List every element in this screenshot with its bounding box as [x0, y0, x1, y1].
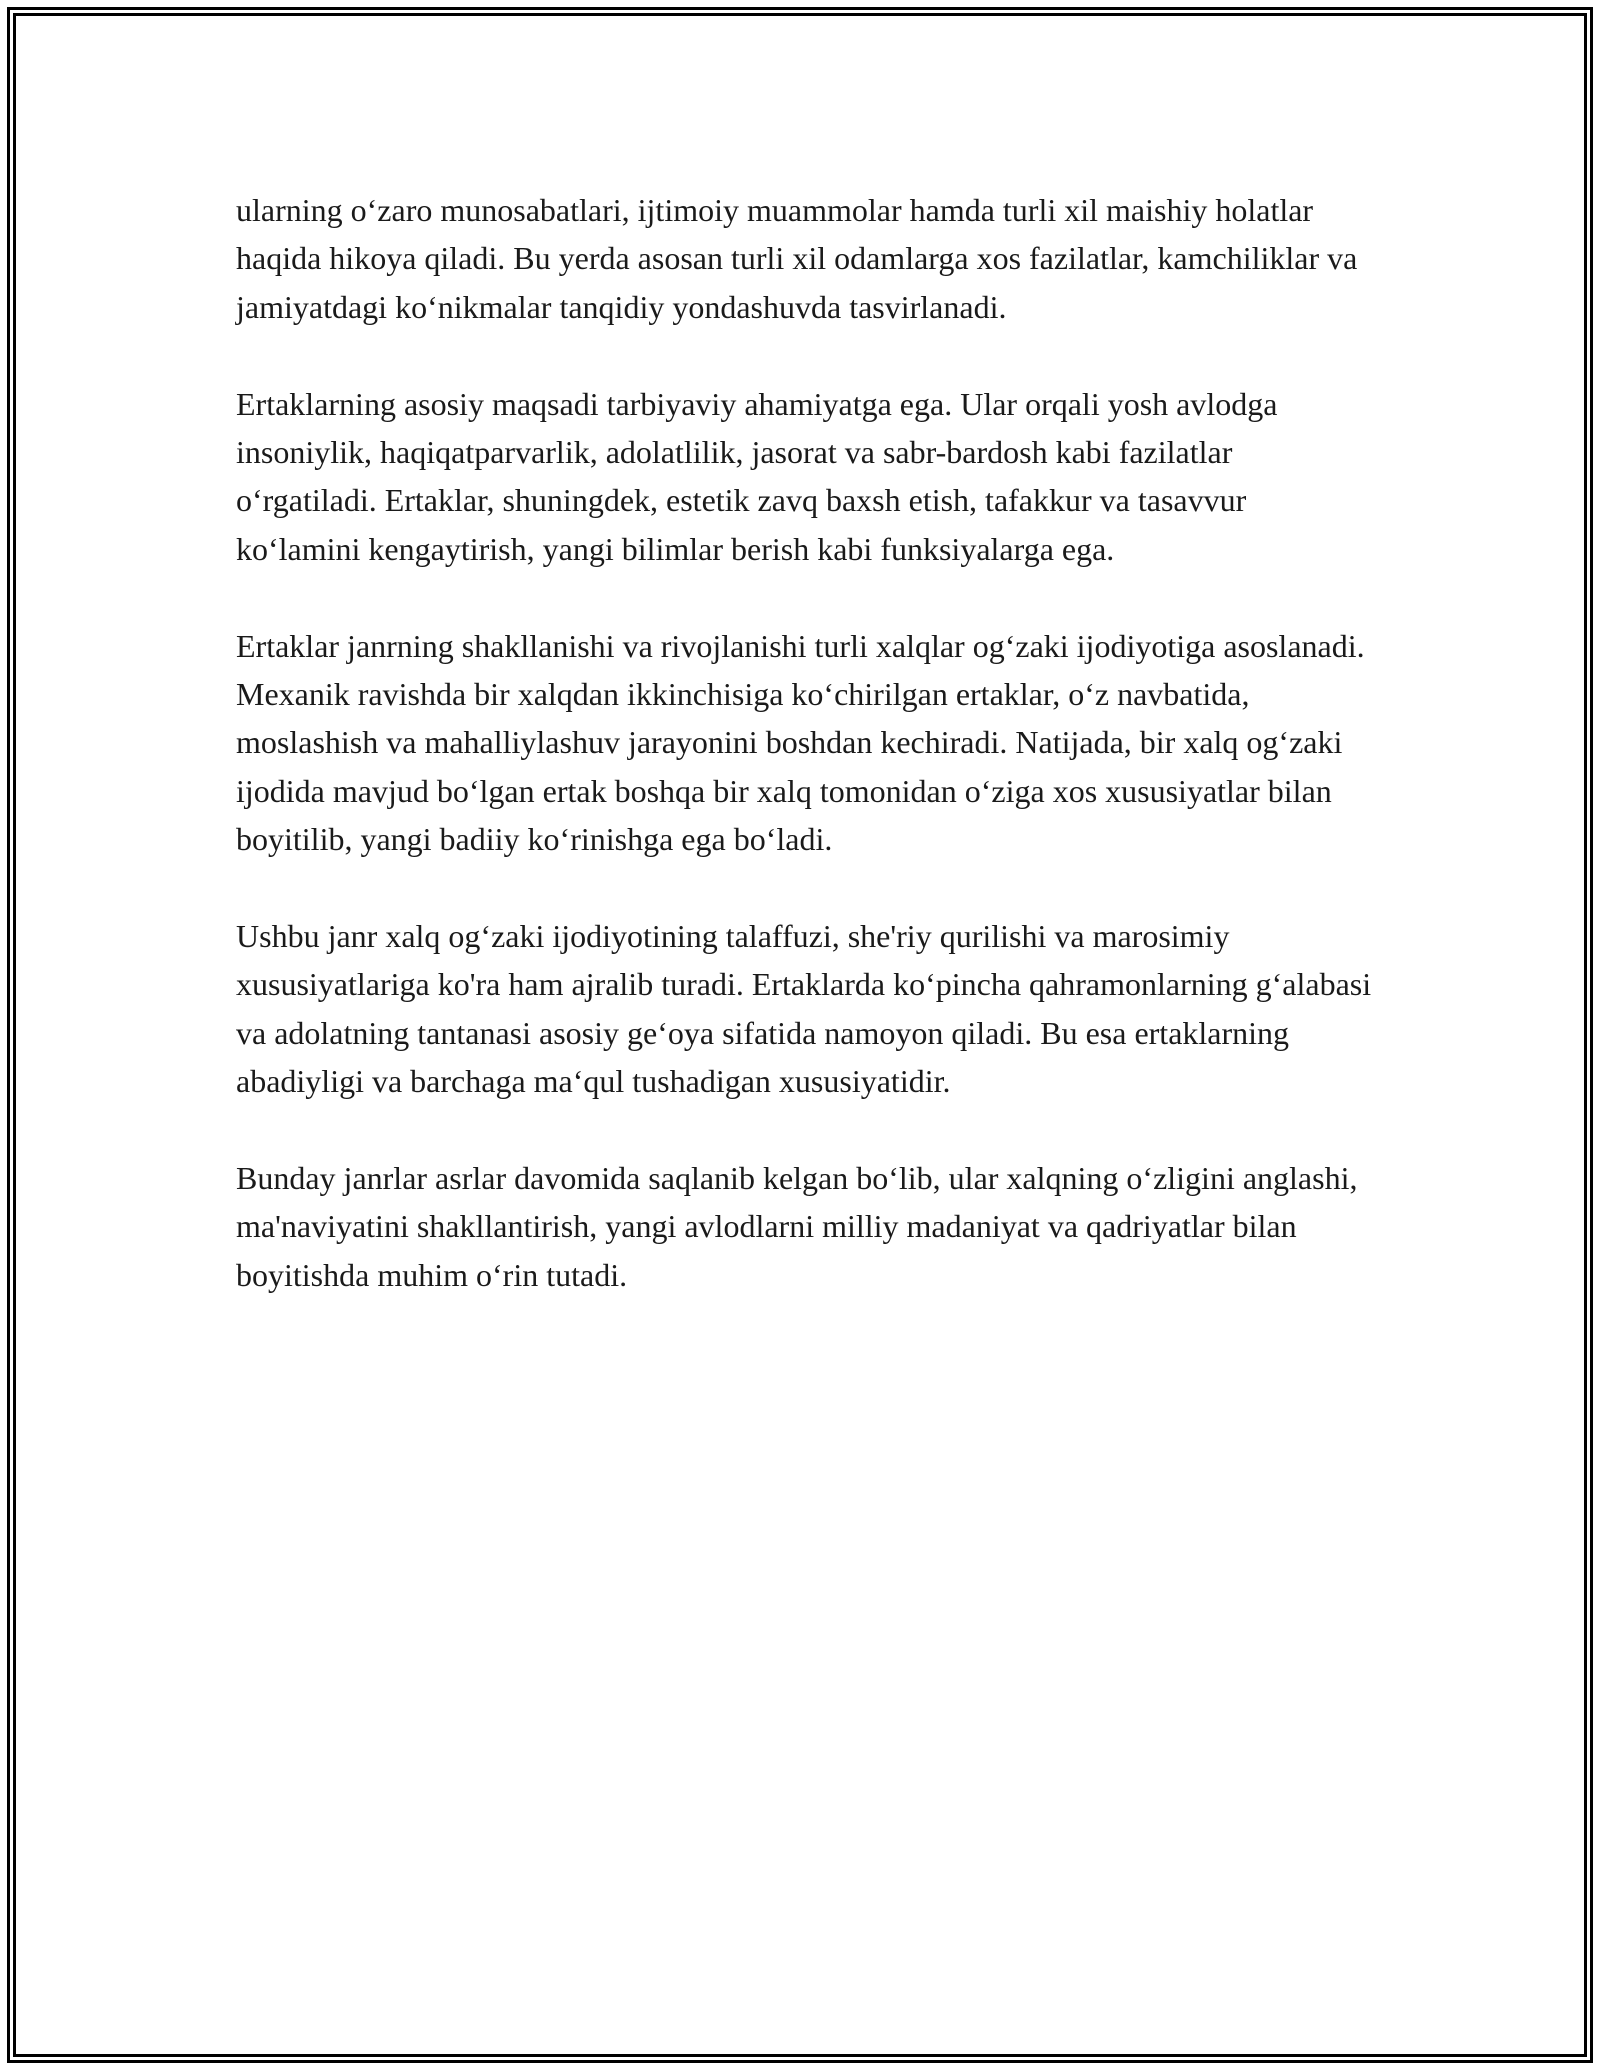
paragraph-1: ularning o‘zaro munosabatlari, ijtimoiy muammolar hamda turli xil maishiy holatlar haqida hikoya qiladi. Bu yerda asosan turli xil odamlarga xos fazilatlar, kamchiliklar va jamiyatdagi ko‘nikmalar tanqidiy yondashuvda tasvirlanadi. — [236, 192, 1358, 325]
paragraph-3: Ertaklar janrning shakllanishi va rivojlanishi turli xalqlar og‘zaki ijodiyotiga asoslanadi. Mexanik ravishda bir xalqdan ikkinchisiga ko‘chirilgan ertaklar, o‘z navbatida, moslashish va mahalliylashuv jarayonini boshdan kechiradi. Natijada, bir xalq og‘zaki ijodida mavjud bo‘lgan ertak boshqa bir xalq tomonidan o‘ziga xos xususiyatlar bilan boyitilib, yangi badiiy ko‘rinishga ega bo‘ladi. — [236, 627, 1365, 858]
document-body — [236, 186, 1376, 1299]
paragraph-2: Ertaklarning asosiy maqsadi tarbiyaviy ahamiyatga ega. Ular orqali yosh avlodga insoniylik, haqiqatparvarlik, adolatlilik, jasorat va sabr-bardosh kabi fazilatlar o‘rgatiladi. Ertaklar, shuningdek, estetik zavq baxsh etish, tafakkur va tasavvur ko‘lamini kengaytirish, yangi bilimlar berish kabi funksiyalarga ega. — [236, 385, 1278, 567]
paragraph-4: Ushbu janr xalq og‘zaki ijodiyotining talaffuzi, she'riy qurilishi va marosimiy xususiyatlariga ko'ra ham ajralib turadi. Ertaklarda ko‘pincha qahramonlarning g‘alabasi va adolatning tantanasi asosiy ge‘oya sifatida namoyon qiladi. Bu esa ertaklarning abadiyligi va barchaga ma‘qul tushadigan xususiyatidir. — [236, 918, 1372, 1100]
paragraph-5: Bunday janrlar asrlar davomida saqlanib kelgan bo‘lib, ular xalqning o‘zligini anglashi, ma'naviyatini shakllantirish, yangi avlodlarni milliy madaniyat va qadriyatlar bilan boyitishda muhim o‘rin tutadi. — [236, 1160, 1358, 1293]
